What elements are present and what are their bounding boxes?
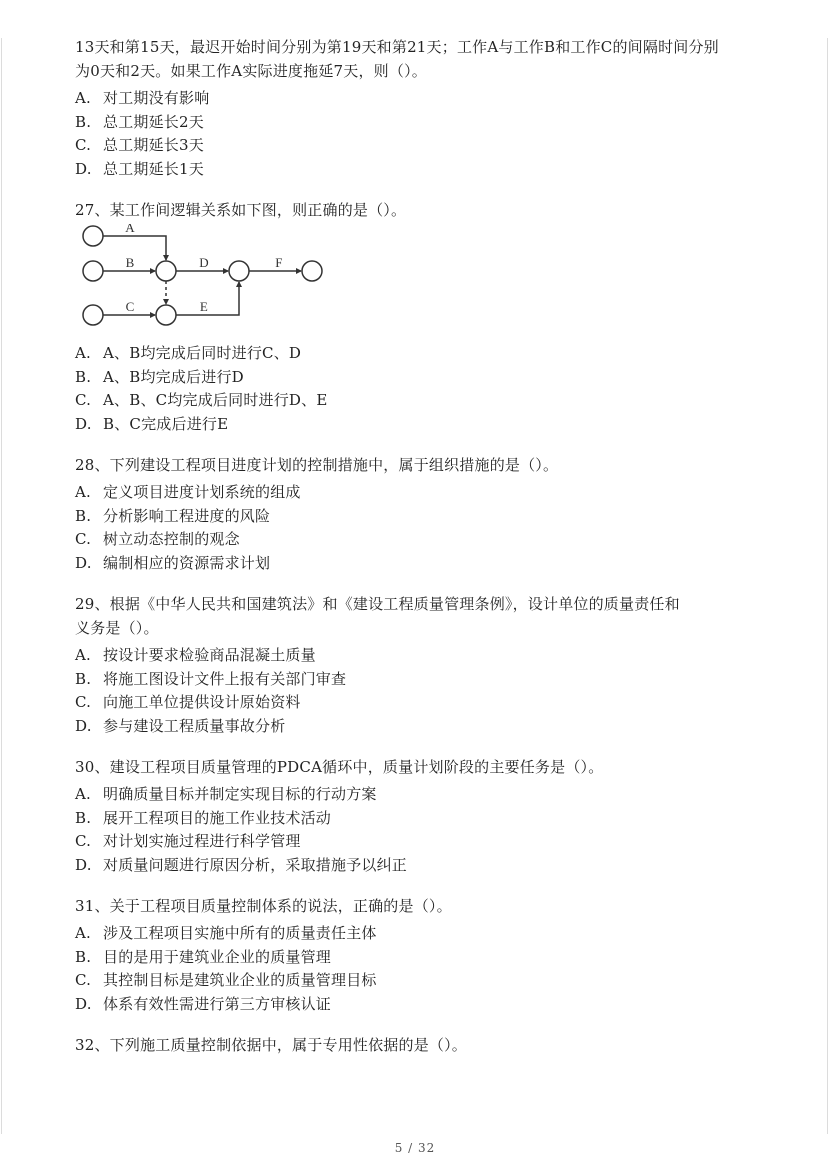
option-text: A、B、C均完成后同时进行D、E xyxy=(103,391,328,409)
option-c xyxy=(75,528,765,552)
question-stem-line: 32、下列施工质量控制依据中，属于专用性依据的是（）。 xyxy=(75,1036,467,1054)
activity-label-d: D xyxy=(199,255,209,270)
option-b xyxy=(75,668,765,692)
option-d xyxy=(75,158,765,182)
node-4 xyxy=(229,261,249,281)
node-3 xyxy=(156,261,176,281)
question-29 xyxy=(75,592,765,738)
option-b xyxy=(75,946,765,970)
question-stem xyxy=(75,592,765,640)
option-list xyxy=(75,922,765,1016)
option-a xyxy=(75,342,765,366)
page-border-left xyxy=(1,38,2,1134)
node-1 xyxy=(83,226,103,246)
question-stem-line: 为0天和2天。如果工作A实际进度拖延7天，则（）。 xyxy=(75,62,427,80)
activity-label-a: A xyxy=(125,224,135,235)
option-text: 总工期延长1天 xyxy=(103,159,204,178)
activity-label-f: F xyxy=(275,255,283,270)
option-b xyxy=(75,807,765,831)
option-text: 对工期没有影响 xyxy=(103,89,210,107)
question-32 xyxy=(75,1033,765,1057)
option-text: 明确质量目标并制定实现目标的行动方案 xyxy=(103,785,377,803)
page-border-right xyxy=(827,38,828,1134)
option-c xyxy=(75,969,765,993)
option-text: 总工期延长3天 xyxy=(103,136,204,154)
option-c xyxy=(75,389,765,413)
question-30 xyxy=(75,755,765,877)
option-c xyxy=(75,134,765,158)
option-text: 对质量问题进行原因分析，采取措施予以纠正 xyxy=(103,855,408,874)
option-letter: A. xyxy=(75,646,92,664)
option-text: 总工期延长2天 xyxy=(103,112,204,131)
question-stem-line: 27、某工作间逻辑关系如下图，则正确的是（）。 xyxy=(75,201,407,219)
question-stem-line: 31、关于工程项目质量控制体系的说法，正确的是（）。 xyxy=(75,897,452,915)
activity-label-b: B xyxy=(125,255,135,270)
page-number: 5 / 32 xyxy=(394,1141,436,1155)
option-text: 将施工图设计文件上报有关部门审查 xyxy=(103,669,347,688)
option-letter: D. xyxy=(75,414,92,433)
option-letter: C. xyxy=(75,136,92,154)
option-list xyxy=(75,783,765,877)
option-text: B、C完成后进行E xyxy=(103,414,229,433)
option-text: 其控制目标是建筑业企业的质量管理目标 xyxy=(103,971,377,989)
question-stem xyxy=(75,198,765,222)
option-a xyxy=(75,481,765,505)
option-list xyxy=(75,644,765,738)
question-stem-line: 29、根据《中华人民共和国建筑法》和《建设工程质量管理条例》，设计单位的质量责任和 xyxy=(75,595,680,613)
option-letter: B. xyxy=(75,367,92,386)
page-content xyxy=(75,35,765,1061)
option-d xyxy=(75,413,765,437)
question-stem-line: 13天和第15天，最迟开始时间分别为第19天和第21天；工作A与工作B和工作C的间隔时间分别 xyxy=(75,38,719,56)
option-b xyxy=(75,505,765,529)
question-27 xyxy=(75,198,765,436)
question-26-continued xyxy=(75,35,765,181)
activity-label-c: C xyxy=(125,299,135,314)
option-text: 体系有效性需进行第三方审核认证 xyxy=(103,994,332,1013)
option-list xyxy=(75,342,765,436)
option-text: 参与建设工程质量事故分析 xyxy=(103,716,286,735)
option-text: 对计划实施过程进行科学管理 xyxy=(103,832,301,850)
option-letter: C. xyxy=(75,971,92,989)
option-c xyxy=(75,830,765,854)
option-letter: C. xyxy=(75,693,92,711)
option-d xyxy=(75,854,765,878)
question-stem-line: 28、下列建设工程项目进度计划的控制措施中，属于组织措施的是（）。 xyxy=(75,456,559,474)
node-6 xyxy=(156,305,176,325)
activity-a-arrow xyxy=(103,236,166,260)
node-2 xyxy=(83,261,103,281)
question-31 xyxy=(75,894,765,1016)
question-stem-line: 30、建设工程项目质量管理的PDCA循环中，质量计划阶段的主要任务是（）。 xyxy=(75,758,604,776)
option-letter: D. xyxy=(75,159,92,178)
option-list xyxy=(75,87,765,181)
option-letter: B. xyxy=(75,112,92,131)
option-letter: D. xyxy=(75,855,92,874)
option-text: 定义项目进度计划系统的组成 xyxy=(103,483,301,501)
option-a xyxy=(75,922,765,946)
node-7 xyxy=(302,261,322,281)
option-letter: A. xyxy=(75,344,92,362)
option-d xyxy=(75,715,765,739)
option-b xyxy=(75,366,765,390)
option-text: 涉及工程项目实施中所有的质量责任主体 xyxy=(103,924,377,942)
option-letter: D. xyxy=(75,716,92,735)
activity-label-e: E xyxy=(199,299,209,314)
option-letter: A. xyxy=(75,89,92,107)
question-stem xyxy=(75,453,765,477)
option-letter: C. xyxy=(75,832,92,850)
question-stem xyxy=(75,755,765,779)
option-letter: D. xyxy=(75,994,92,1013)
option-a xyxy=(75,87,765,111)
option-letter: A. xyxy=(75,483,92,501)
option-d xyxy=(75,993,765,1017)
option-text: 按设计要求检验商品混凝土质量 xyxy=(103,646,316,664)
option-text: A、B均完成后同时进行C、D xyxy=(103,344,302,362)
option-text: 编制相应的资源需求计划 xyxy=(103,553,271,572)
option-letter: B. xyxy=(75,506,92,525)
option-letter: C. xyxy=(75,530,92,548)
option-letter: B. xyxy=(75,808,92,827)
option-a xyxy=(75,644,765,668)
option-letter: A. xyxy=(75,785,92,803)
option-letter: C. xyxy=(75,391,92,409)
node-5 xyxy=(83,305,103,325)
option-c xyxy=(75,691,765,715)
option-a xyxy=(75,783,765,807)
option-b xyxy=(75,111,765,135)
option-letter: D. xyxy=(75,553,92,572)
question-stem-line: 义务是（）。 xyxy=(75,619,159,637)
option-letter: A. xyxy=(75,924,92,942)
option-list xyxy=(75,481,765,575)
option-text: 分析影响工程进度的风险 xyxy=(103,506,271,525)
option-letter: B. xyxy=(75,947,92,966)
question-stem xyxy=(75,894,765,918)
option-text: 树立动态控制的观念 xyxy=(103,530,240,548)
question-28 xyxy=(75,453,765,575)
question-stem xyxy=(75,1033,765,1057)
option-d xyxy=(75,552,765,576)
option-text: A、B均完成后进行D xyxy=(103,367,244,386)
network-diagram xyxy=(72,224,332,334)
option-letter: B. xyxy=(75,669,92,688)
question-stem xyxy=(75,35,765,83)
option-text: 向施工单位提供设计原始资料 xyxy=(103,693,301,711)
option-text: 目的是用于建筑业企业的质量管理 xyxy=(103,947,332,966)
option-text: 展开工程项目的施工作业技术活动 xyxy=(103,808,332,827)
